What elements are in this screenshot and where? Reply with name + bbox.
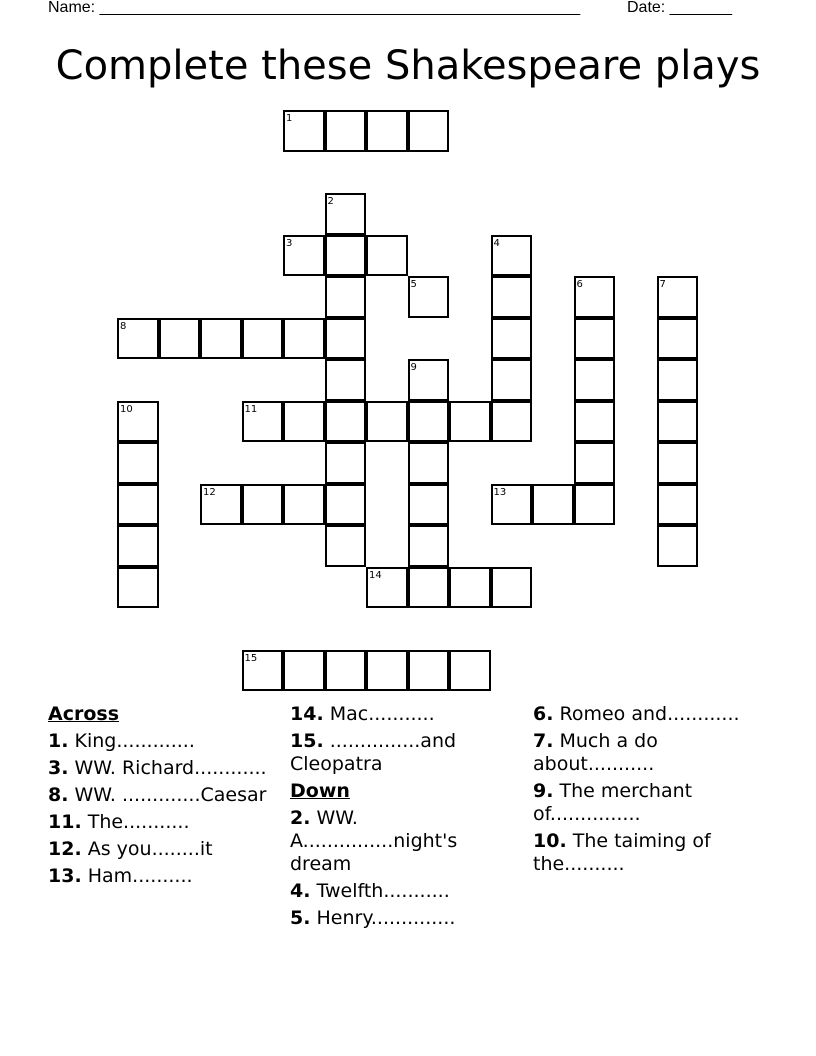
- crossword-cell[interactable]: [491, 276, 533, 318]
- clue-across-12: [48, 838, 268, 861]
- clue-across-3: [48, 757, 268, 780]
- crossword-cell[interactable]: [325, 359, 367, 401]
- clue-number: 1.: [48, 730, 69, 752]
- crossword-cell[interactable]: [325, 525, 367, 567]
- cell-number: 8: [120, 320, 127, 332]
- crossword-cell[interactable]: [408, 567, 450, 609]
- clue-text: WW. .............Caesar: [74, 784, 267, 806]
- cell-number: 15: [244, 652, 258, 664]
- crossword-cell[interactable]: [574, 359, 616, 401]
- crossword-cell[interactable]: [491, 318, 533, 360]
- clue-text: Ham..........: [87, 865, 193, 887]
- clue-number: 10.: [533, 830, 567, 852]
- clue-number: 8.: [48, 784, 69, 806]
- clue-text: Twelfth...........: [316, 880, 450, 902]
- clue-across-13: [48, 865, 268, 888]
- crossword-cell[interactable]: [283, 401, 325, 443]
- clue-number: 11.: [48, 811, 82, 833]
- clue-text: Romeo and............: [559, 703, 740, 725]
- cell-number: 9: [410, 362, 417, 373]
- clue-across-1: [48, 730, 268, 753]
- crossword-cell[interactable]: [200, 318, 242, 360]
- cell-number: 12: [203, 486, 216, 498]
- clue-text: Henry..............: [316, 907, 456, 929]
- crossword-cell[interactable]: [325, 442, 367, 484]
- crossword-cell[interactable]: [366, 401, 408, 443]
- clue-down-7: [533, 730, 758, 776]
- clue-text: The...........: [87, 811, 190, 833]
- crossword-cell[interactable]: [408, 401, 450, 443]
- crossword-cell[interactable]: [408, 110, 450, 152]
- crossword-cell[interactable]: [491, 359, 533, 401]
- crossword-cell[interactable]: [325, 484, 367, 526]
- crossword-cell[interactable]: [159, 318, 201, 360]
- crossword-cell[interactable]: [325, 401, 367, 443]
- clue-across-8: [48, 784, 268, 807]
- clue-number: 4.: [290, 880, 311, 902]
- cell-number: 2: [327, 196, 334, 207]
- clue-down-10: [533, 830, 758, 876]
- crossword-cell[interactable]: [366, 650, 408, 692]
- clue-text: King.............: [74, 730, 195, 752]
- crossword-cell[interactable]: [117, 567, 159, 609]
- crossword-cell[interactable]: [325, 235, 367, 277]
- crossword-cell[interactable]: [325, 650, 367, 692]
- clue-number: 6.: [533, 703, 554, 725]
- cell-number: 14: [369, 569, 382, 581]
- clue-column-2: [290, 703, 515, 934]
- crossword-cell[interactable]: [574, 401, 616, 443]
- crossword-cell[interactable]: [283, 318, 325, 360]
- crossword-cell[interactable]: [117, 525, 159, 567]
- crossword-cell[interactable]: [491, 567, 533, 609]
- cell-number: 3: [286, 237, 293, 249]
- cell-number: 4: [493, 237, 500, 249]
- cell-number: 5: [410, 279, 417, 290]
- clue-across-14: [290, 703, 515, 726]
- clue-text: As you........it: [87, 838, 213, 860]
- crossword-cell[interactable]: [325, 276, 367, 318]
- clue-text: WW. A...............night's dream: [290, 807, 458, 875]
- clue-column-3: [533, 703, 758, 880]
- crossword-cell[interactable]: [283, 650, 325, 692]
- crossword-cell[interactable]: [408, 650, 450, 692]
- crossword-cell[interactable]: [657, 442, 699, 484]
- clue-down-2: [290, 807, 515, 876]
- crossword-cell[interactable]: [449, 401, 491, 443]
- crossword-cell[interactable]: [449, 650, 491, 692]
- crossword-cell[interactable]: [657, 401, 699, 443]
- cell-number: 7: [659, 279, 666, 290]
- crossword-cell[interactable]: [408, 484, 450, 526]
- clue-number: 2.: [290, 807, 311, 829]
- crossword-cell[interactable]: [242, 484, 284, 526]
- clue-across-15: [290, 730, 515, 776]
- clue-text: Much a do about...........: [533, 730, 658, 775]
- crossword-cell[interactable]: [325, 110, 367, 152]
- clue-number: 5.: [290, 907, 311, 929]
- crossword-cell[interactable]: [657, 484, 699, 526]
- clue-number: 14.: [290, 703, 324, 725]
- cell-number: 13: [493, 486, 507, 498]
- clue-text: Mac...........: [329, 703, 435, 725]
- clue-down-4: [290, 880, 515, 903]
- crossword-cell[interactable]: [657, 525, 699, 567]
- cell-number: 11: [244, 403, 258, 415]
- crossword-cell[interactable]: [117, 484, 159, 526]
- crossword-cell[interactable]: [408, 525, 450, 567]
- cell-number: 10: [120, 403, 133, 415]
- crossword-cell[interactable]: [283, 484, 325, 526]
- clue-number: 7.: [533, 730, 554, 752]
- page-title: Complete these Shakespeare plays: [55, 43, 761, 89]
- crossword-cell[interactable]: [532, 484, 574, 526]
- crossword-cell[interactable]: [491, 401, 533, 443]
- crossword-cell[interactable]: [574, 318, 616, 360]
- clue-across-11: [48, 811, 268, 834]
- down-heading: Down: [290, 780, 350, 802]
- crossword-cell[interactable]: [242, 318, 284, 360]
- crossword-cell[interactable]: [449, 567, 491, 609]
- crossword-cell[interactable]: [657, 359, 699, 401]
- crossword-cell[interactable]: [366, 110, 408, 152]
- cell-number: 6: [576, 279, 583, 290]
- crossword-cell[interactable]: [574, 484, 616, 526]
- clue-number: 12.: [48, 838, 82, 860]
- clue-down-5: [290, 907, 515, 930]
- clue-text: The taiming of the..........: [533, 830, 711, 875]
- crossword-cell[interactable]: [117, 442, 159, 484]
- clue-column-1: [48, 703, 268, 892]
- clue-number: 3.: [48, 757, 69, 779]
- name-field-label: Name: ______________________________________________________: [48, 0, 581, 16]
- crossword-cell[interactable]: [408, 442, 450, 484]
- clue-text: The merchant of...............: [533, 780, 693, 825]
- clue-down-6: [533, 703, 758, 726]
- clue-text: ...............and Cleopatra: [290, 730, 457, 775]
- clue-number: 9.: [533, 780, 554, 802]
- crossword-cell[interactable]: [657, 318, 699, 360]
- across-heading: Across: [48, 703, 120, 725]
- crossword-cell[interactable]: [574, 442, 616, 484]
- clue-number: 13.: [48, 865, 82, 887]
- cell-number: 1: [286, 113, 293, 124]
- date-field-label: Date: _______: [627, 0, 732, 16]
- crossword-cell[interactable]: [366, 235, 408, 277]
- clue-number: 15.: [290, 730, 324, 752]
- crossword-cell[interactable]: [325, 318, 367, 360]
- clue-down-9: [533, 780, 758, 826]
- clue-text: WW. Richard............: [74, 757, 267, 779]
